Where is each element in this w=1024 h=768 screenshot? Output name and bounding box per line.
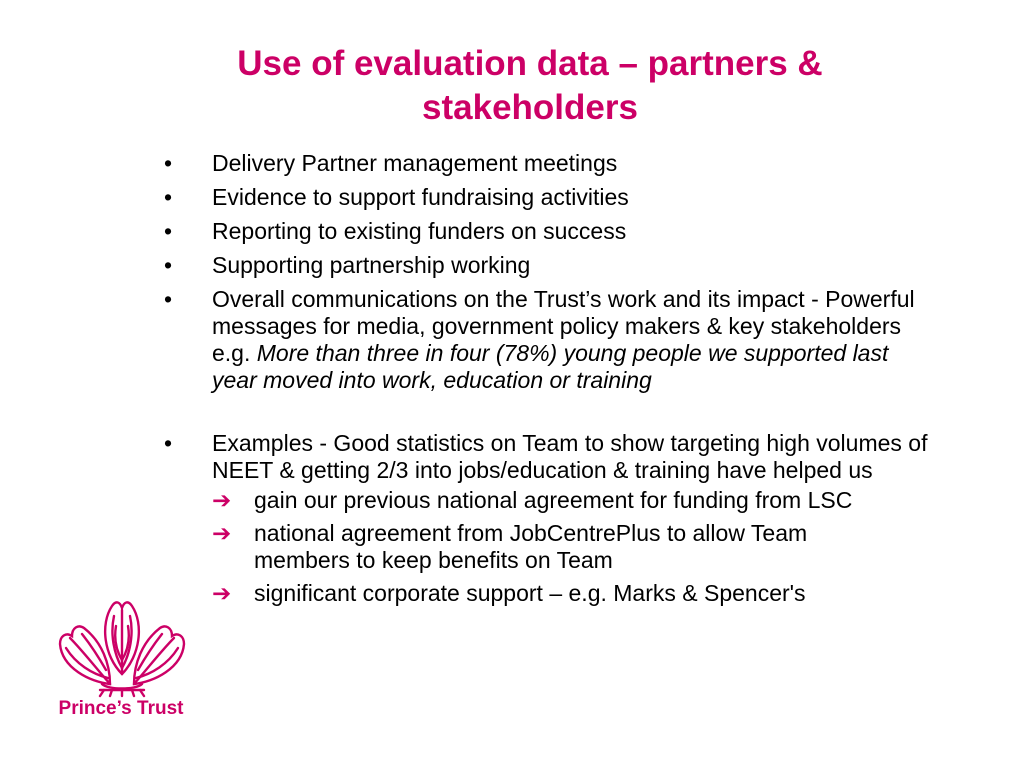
bullet-text: Reporting to existing funders on success — [212, 218, 627, 244]
sub-bullet-item — [212, 487, 866, 514]
slide-title: Use of evaluation data – partners & stakeholders — [237, 44, 823, 127]
bullet-italic-quote: More than three in four (78%) young people we supported last year moved into work, education or training — [212, 340, 889, 393]
bullet-dot: • — [163, 218, 173, 244]
bullet-item — [158, 286, 932, 394]
bullet-text: Supporting partnership working — [212, 252, 531, 278]
bullet-dot: • — [163, 286, 173, 312]
arrow-icon: ➔ — [212, 520, 232, 546]
sub-bullet-text: significant corporate support – e.g. Marks & Spencer's — [254, 580, 806, 606]
sub-bullet-text: national agreement from JobCentrePlus to allow Team members to keep benefits on Team — [254, 520, 808, 573]
bullet-dot: • — [163, 252, 173, 278]
bullet-dot: • — [163, 150, 173, 176]
sub-bullet-list — [212, 487, 932, 607]
sub-bullet-item — [212, 520, 866, 574]
sub-bullet-item — [212, 580, 866, 607]
bullet-item — [158, 184, 948, 211]
arrow-icon: ➔ — [212, 580, 232, 606]
bullet-list — [158, 150, 948, 614]
bullet-text: Evidence to support fundraising activities — [212, 184, 629, 210]
bullet-dot: • — [163, 430, 173, 456]
sub-bullet-text: gain our previous national agreement for funding from LSC — [254, 487, 853, 513]
bullet-text: Examples - Good statistics on Team to show targeting high volumes of NEET & getting 2/3 into jobs/education & training have helped us — [212, 430, 928, 483]
bullet-item — [158, 218, 948, 245]
arrow-icon: ➔ — [212, 487, 232, 513]
bullet-item — [158, 252, 948, 279]
bullet-item — [158, 150, 948, 177]
bullet-text: Overall communications on the Trust’s work and its impact - Powerful messages for media, government policy makers & key stakeholders e.g. — [212, 286, 915, 366]
logo-text: Prince’s Trust — [58, 698, 184, 719]
bullet-dot: • — [163, 184, 173, 210]
bullet-item — [158, 430, 932, 607]
bullet-text: Delivery Partner management meetings — [212, 150, 618, 176]
